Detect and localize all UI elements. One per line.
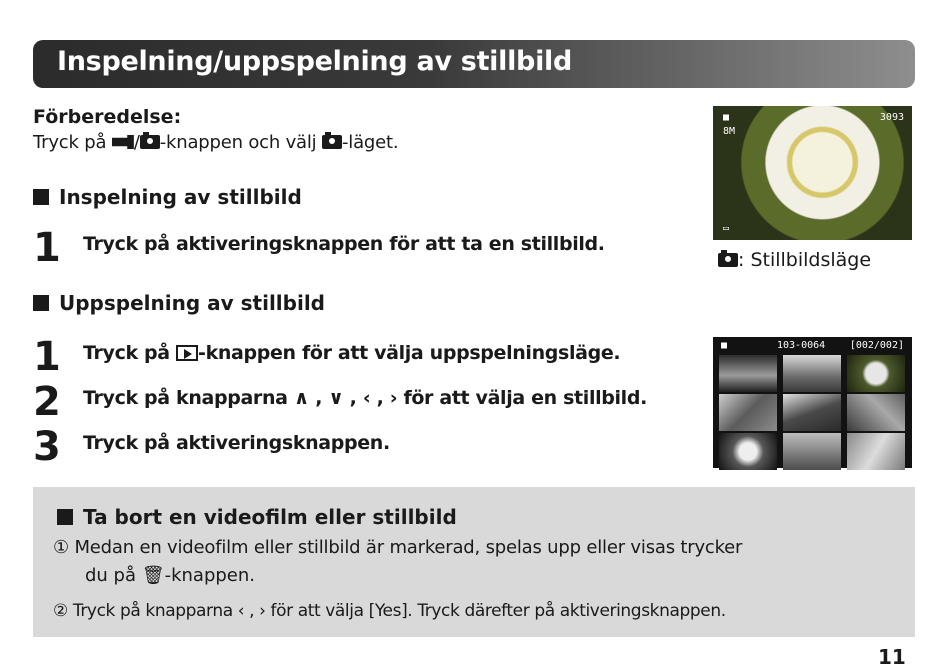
delete-heading-text: Ta bort en videofilm eller stillbild	[83, 505, 457, 529]
video-camera-icon	[112, 135, 134, 149]
camera-mode-icon: ■	[723, 112, 730, 123]
step-text-a: Tryck på	[83, 342, 170, 364]
playback-heading	[33, 291, 325, 315]
thumbnail	[847, 433, 905, 470]
caption-text: : Stillbildsläge	[738, 249, 872, 271]
recording-heading	[33, 185, 302, 209]
remaining-count: 3093	[879, 112, 904, 123]
step-text-b: -knappen för att välja uppspelningsläge.	[198, 342, 621, 364]
preparation-heading: Förberedelse:	[33, 106, 182, 128]
section-square-icon	[57, 509, 73, 525]
recording-heading-text: Inspelning av stillbild	[59, 185, 302, 209]
thumbnail	[783, 433, 841, 470]
image-size-label: 8M	[723, 126, 736, 137]
page-number: 11	[878, 645, 906, 669]
delete-item-1-line-2: du på 🗑-knappen.	[85, 565, 255, 586]
section-square-icon	[33, 295, 49, 311]
delete-item-2: ② Tryck på knapparna ‹ , › för att välja [Yes]. Tryck därefter på aktiveringsknappen.	[53, 601, 726, 621]
step-text: Tryck på aktiveringsknappen.	[83, 432, 390, 454]
step-text: Tryck på aktiveringsknappen för att ta en stillbild.	[83, 233, 605, 255]
camera-icon	[140, 135, 160, 149]
still-photo-preview	[713, 106, 912, 240]
step-number: 3	[33, 424, 61, 470]
thumbnail	[719, 394, 777, 431]
step-number: 1	[33, 225, 61, 271]
delete-item-1-line-1: ① Medan en videofilm eller stillbild är markerad, spelas upp eller visas trycker	[53, 537, 743, 558]
thumbnail	[847, 355, 905, 392]
index-label: [002/002]	[849, 340, 904, 351]
photo-caption	[718, 249, 871, 271]
thumbnail	[719, 355, 777, 392]
folder-label: 103-0064	[777, 340, 826, 351]
thumbnail	[719, 433, 777, 470]
playback-thumbnail-grid	[713, 337, 912, 468]
step-text	[83, 342, 620, 364]
title-bar	[33, 40, 915, 88]
step-number: 2	[33, 379, 61, 425]
prep-text-b: /	[133, 132, 140, 153]
playback-heading-text: Uppspelning av stillbild	[59, 291, 325, 315]
prep-text-d: -läget.	[342, 132, 399, 153]
prep-text-a: Tryck på	[33, 132, 107, 153]
thumbnail	[783, 394, 841, 431]
section-square-icon	[33, 189, 49, 205]
play-icon	[176, 345, 198, 361]
thumbnail	[783, 355, 841, 392]
battery-icon: ▭	[723, 223, 730, 234]
delete-heading	[57, 505, 457, 529]
camera-icon	[718, 253, 738, 267]
page-title: Inspelning/uppspelning av stillbild	[57, 46, 573, 77]
thumbnail	[847, 394, 905, 431]
prep-text-c: -knappen och välj	[159, 132, 317, 153]
step-number: 1	[33, 334, 61, 380]
preparation-text	[33, 132, 398, 153]
camera-mode-icon: ■	[721, 340, 728, 351]
camera-mode-icon	[322, 135, 342, 149]
step-text: Tryck på knapparna ∧ , ∨ , ‹ , › för att välja en stillbild.	[83, 387, 647, 409]
delete-info-box	[33, 487, 915, 637]
